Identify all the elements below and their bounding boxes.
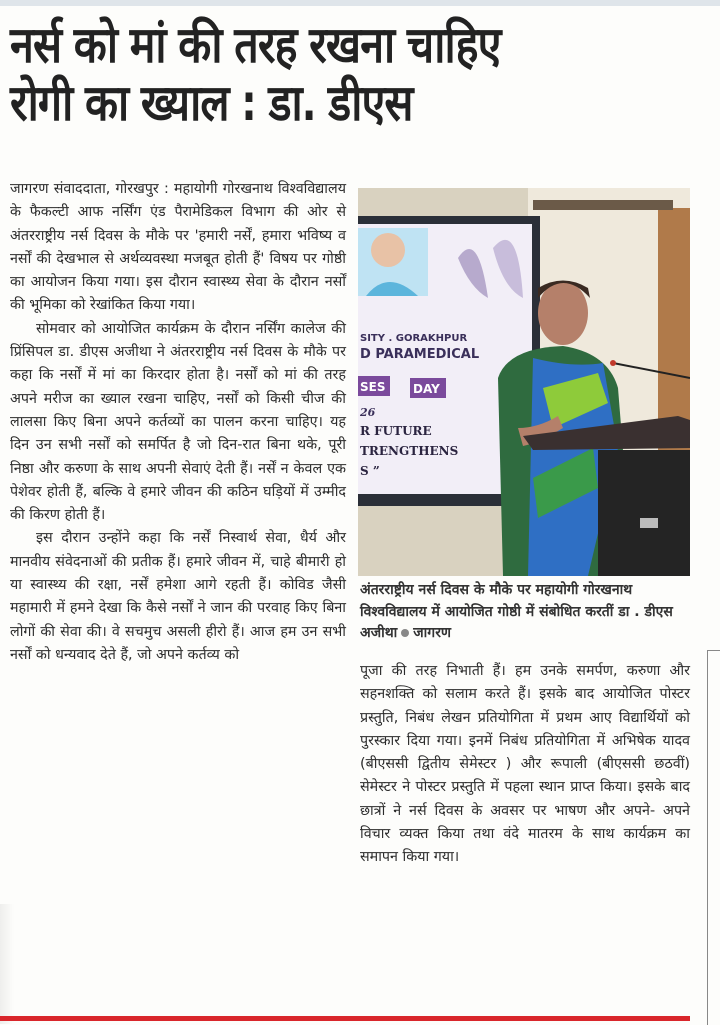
photo-credit: जागरण <box>413 625 452 641</box>
article-paragraph-2: सोमवार को आयोजित कार्यक्रम के दौरान नर्सिंग कालेज की प्रिंसिपल डा. डीएस अजीथा ने अंतरराष्ट्रीय नर्स दिवस के मौके पर कहा कि नर्सों में मां का किरदार होता है। नर्सों को मां की तरह अपने मरीज का ख्याल रखना चाहिए, नर्सों को किसी चीज की लालसा किए बिना अपने कर्तव्यों का पालन करना चाहिए। यह दिन उन सभी नर्सों को समर्पित है जो दिन-रात बिना थके, पूरी निष्ठा और करुणा के साथ अपनी सेवाएं देती हैं। नर्सें न केवल एक पेशेवर होती हैं, बल्कि वे हमारे जीवन की कठिन घड़ियों में उम्मीद की किरण होती हैं। <box>10 320 346 524</box>
screen-text-6: R FUTURE <box>360 424 432 438</box>
screen-text-8: S ” <box>360 464 380 478</box>
screen-text-2: D PARAMEDICAL <box>360 347 480 362</box>
screen-text-3: SES <box>360 380 386 394</box>
screen-text-4: DAY <box>413 382 440 396</box>
headline-line-1: नर्स को मां की तरह रखना चाहिए <box>10 16 501 74</box>
bullet-dot-icon <box>401 629 409 637</box>
top-border <box>0 0 720 6</box>
caption-text: अंतरराष्ट्रीय नर्स दिवस के मौके पर महायोगी गोरखनाथ विश्वविद्यालय में आयोजित गोष्ठी में संबोधित करतीं डा . डीएस अजीथा <box>360 582 673 641</box>
page-curl-shadow <box>0 904 14 1024</box>
dateline: जागरण संवाददाता, गोरखपुर : <box>10 181 169 197</box>
headline-line-2: रोगी का ख्याल : डा. डीएस <box>10 74 413 132</box>
photo-illustration <box>358 188 690 576</box>
screen-text-5: 26 <box>360 406 376 419</box>
adjacent-box-border <box>707 650 720 1025</box>
article-paragraph-1 <box>10 178 346 318</box>
article-paragraph-3: इस दौरान उन्होंने कहा कि नर्सें निस्वार्थ सेवा, धैर्य और मानवीय संवेदनाओं की प्रतीक हैं। हमारे जीवन में, चाहे बीमारी हो या स्वास्थ्य की रक्षा, नर्सें हमेशा आगे रहती हैं। कोविड जैसी महामारी में हमने देखा कि कैसे नर्सों ने जान की परवाह किए बिना लोगों की सेवा की। वे सचमुच असली हीरो हैं। आज हम उन सभी नर्सों को धन्यवाद देते हैं, जो अपने कर्तव्य को <box>10 530 346 663</box>
article-column-left <box>10 178 346 667</box>
screen-text-7: TRENGTHENS <box>360 444 459 458</box>
screen-text-1: SITY . GORAKHPUR <box>360 333 468 344</box>
paragraph-text: महायोगी गोरखनाथ विश्वविद्यालय के फैकल्टी आफ नर्सिंग एंड पैरामेडिकल विभाग की ओर से अंतरराष्ट्रीय नर्स दिवस के मौके पर 'हमारी नर्सें, हमारा भविष्य व नर्सों की देखभाल से अर्थव्यवस्था मजबूत होती हैं' विषय पर गोष्ठी का आयोजन किया गया। इस दौरान स्वास्थ्य सेवा के दौरान नर्सों की भूमिका को रेखांकित किया गया। <box>10 181 346 314</box>
article-paragraph-4: पूजा की तरह निभाती हैं। हम उनके समर्पण, करुणा और सहनशक्ति को सलाम करते हैं। इसके बाद आयोजित पोस्टर प्रस्तुति, निबंध लेखन प्रतियोगिता में प्रथम आए विद्यार्थियों को पुरस्कार दिया गया। इनमें निबंध प्रतियोगिता में अभिषेक यादव (बीएससी द्वितीय सेमेस्टर ) और रूपाली (बीएससी छठवीं) सेमेस्टर ने पोस्टर प्रस्तुति में पहला स्थान प्राप्त किया। इसके बाद छात्रों ने नर्स दिवस के अवसर पर भाषण और अपने- अपने विचार व्यक्त किया तथा वंदे मातरम के साथ कार्यक्रम का समापन किया गया। <box>360 663 690 866</box>
event-photo <box>358 188 690 576</box>
photo-caption <box>360 580 690 645</box>
bottom-red-rule <box>0 1016 690 1021</box>
headline <box>10 16 595 132</box>
article-column-right <box>360 660 690 870</box>
